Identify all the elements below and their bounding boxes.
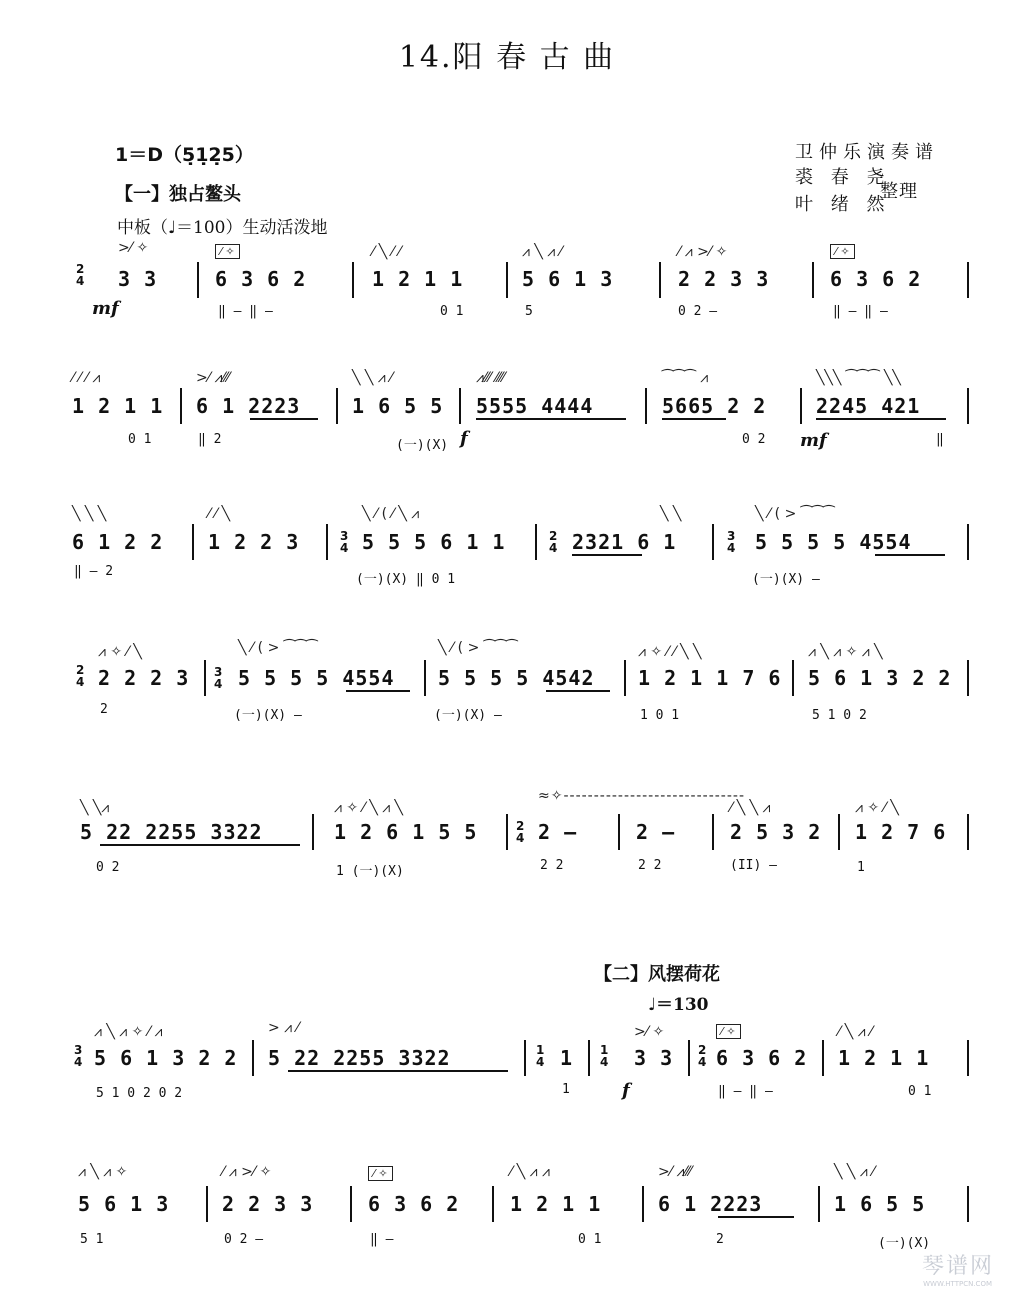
- section-heading-1: 【一】独占鳌头: [115, 184, 241, 205]
- melody-measure: 6 1 2223: [196, 394, 301, 418]
- ornament-mark: > ⩘ ⁄: [268, 1020, 299, 1036]
- editor-2: 叶 绪 然: [795, 194, 891, 215]
- beam-line: [100, 844, 300, 846]
- barline: [659, 262, 661, 298]
- melody-measure: 1 2 6 1 5 5: [334, 820, 478, 844]
- melody-measure: 5 5 5 5 4554: [755, 530, 912, 554]
- melody-measure: 2 2 2 3: [98, 666, 190, 690]
- melody-measure: 1 6 5 5: [352, 394, 444, 418]
- barline: [252, 1040, 254, 1076]
- melody-measure: 2 –: [538, 820, 578, 844]
- ornament-mark: >⁄ ✧: [118, 240, 149, 256]
- bass-measure: (一)(X) ‖ 0 1: [356, 572, 456, 587]
- bass-measure: 0 1: [440, 304, 464, 319]
- bass-measure: 5 1 0 2 0 2: [96, 1086, 183, 1101]
- barline: [618, 814, 620, 850]
- barline: [588, 1040, 590, 1076]
- ornament-mark: >⁄ ⩘⁄⁄⁄: [658, 1164, 692, 1180]
- beam-line: [346, 690, 410, 692]
- watermark-logo: 琴谱网: [921, 1254, 994, 1279]
- barline: [326, 524, 328, 560]
- barline: [350, 1186, 352, 1222]
- ornament-mark: ╲ ╲ ╲: [72, 506, 107, 522]
- time-signature: 2 4: [698, 1043, 707, 1069]
- melody-measure: 5 5 5 5 4554: [238, 666, 395, 690]
- bass-measure: 0 2 –: [224, 1232, 264, 1247]
- ornament-mark: ⁄ ╲ ⩘ ⩘: [510, 1164, 550, 1180]
- bass-measure: ‖ – 2: [74, 564, 114, 579]
- bracket-mark: ⁄ ✧: [215, 244, 240, 259]
- barline: [180, 388, 182, 424]
- melody-measure: 1 2 1 1 7 6: [638, 666, 782, 690]
- bass-measure: 2 2: [540, 858, 564, 873]
- ornament-mark: >⁄ ✧: [634, 1024, 665, 1040]
- score-row-6: [0, 1020, 1014, 1150]
- time-signature: 1 4: [600, 1043, 609, 1069]
- melody-measure: 3 3: [634, 1046, 674, 1070]
- bass-measure: (II) –: [730, 858, 777, 873]
- time-signature: 2 4: [549, 529, 558, 555]
- ornament-mark: ⁄ ╲ ╲ ⩘: [730, 800, 771, 816]
- dynamic-mark: mf: [800, 430, 827, 451]
- time-signature: 3 4: [727, 529, 736, 555]
- bracket-mark: ⁄ ✧: [368, 1166, 393, 1181]
- bracket-mark: ⁄ ✧: [716, 1024, 741, 1039]
- barline: [204, 660, 206, 696]
- melody-measure: 2321 6 1: [572, 530, 677, 554]
- melody-measure: 2 –: [636, 820, 676, 844]
- melody-measure: 5 22 2255 3322: [268, 1046, 451, 1070]
- barline: [352, 262, 354, 298]
- ornament-mark: ⩘ ✧ ⁄ ⁄ ╲ ╲: [638, 644, 702, 660]
- time-signature: 3 4: [74, 1043, 83, 1069]
- melody-measure: 5 22 2255 3322: [80, 820, 263, 844]
- melody-measure: 1 6 5 5: [834, 1192, 926, 1216]
- barline: [812, 262, 814, 298]
- barline: [967, 814, 969, 850]
- ornament-mark: ⩘ ╲ ⩘ ✧ ⩘ ╲: [808, 644, 883, 660]
- melody-measure: 1: [560, 1046, 574, 1070]
- barline: [206, 1186, 208, 1222]
- melody-measure: 2245 421: [816, 394, 921, 418]
- ornament-mark: ╲ ⁄ ( > ⁀⁀⁀: [238, 640, 318, 656]
- tempo-marking-2: ♩＝130: [648, 995, 709, 1015]
- melody-measure: 6 3 6 2: [716, 1046, 808, 1070]
- barline: [424, 660, 426, 696]
- bass-measure: 0 2: [742, 432, 766, 447]
- dynamic-mark: mf: [92, 298, 119, 319]
- bracket-mark: ⁄ ✧: [830, 244, 855, 259]
- melody-measure: 1 2 7 6: [855, 820, 947, 844]
- time-signature: 3 4: [340, 529, 349, 555]
- beam-line: [718, 1216, 794, 1218]
- ornament-mark: ⁄ ⁄ ╲: [208, 506, 231, 522]
- melody-measure: 5665 2 2: [662, 394, 767, 418]
- barline: [642, 1186, 644, 1222]
- melody-measure: 3 3: [118, 267, 158, 291]
- bass-measure: 5: [525, 304, 533, 319]
- melody-measure: 6 1 2 2: [72, 530, 164, 554]
- melody-measure: 1 2 1 1: [838, 1046, 930, 1070]
- barline: [645, 388, 647, 424]
- ornament-mark: ⁄ ⩘ >⁄ ✧: [678, 244, 728, 260]
- ornament-mark: ╲ ╲ ⩘ ⁄: [352, 370, 393, 386]
- trill-line: ≈✧------------------------------: [538, 788, 746, 804]
- melody-measure: 6 3 6 2: [830, 267, 922, 291]
- score-row-2: [0, 370, 1014, 490]
- ornament-mark: ⁀⁀⁀ ⩘: [662, 370, 709, 386]
- barline: [624, 660, 626, 696]
- ornament-mark: ⩘ ✧ ⁄ ╲: [98, 644, 142, 660]
- melody-measure: 5 6 1 3 2 2: [808, 666, 952, 690]
- barline: [967, 1040, 969, 1076]
- barline: [492, 1186, 494, 1222]
- ornament-mark: ╲ ⁄ ( ⁄ ╲ ⩘: [362, 506, 420, 522]
- score-row-4: [0, 640, 1014, 770]
- score-row-1: [0, 240, 1014, 360]
- score-row-5: [0, 788, 1014, 966]
- barline: [312, 814, 314, 850]
- time-signature: 2 4: [516, 819, 525, 845]
- bass-measure: ‖ – ‖ –: [218, 304, 273, 319]
- barline: [792, 660, 794, 696]
- bass-measure: (一)(X) –: [752, 572, 820, 587]
- score-row-3: [0, 506, 1014, 626]
- melody-measure: 1 2 1 1: [372, 267, 464, 291]
- beam-line: [546, 690, 610, 692]
- ornament-mark: ⩘ ✧ ⁄ ╲: [855, 800, 899, 816]
- ornament-mark: ⁄ ╲ ⩘ ⁄: [838, 1024, 873, 1040]
- key-signature: 1＝D（5̣1̣2̣5）: [115, 144, 254, 166]
- melody-measure: 1 2 1 1: [510, 1192, 602, 1216]
- watermark-url: WWW.HTTPCN.COM: [923, 1280, 992, 1288]
- barline: [192, 524, 194, 560]
- bass-measure: 0 1: [908, 1084, 932, 1099]
- time-signature: 1 4: [536, 1043, 545, 1069]
- bass-measure: (一)(X) –: [234, 708, 302, 723]
- barline: [535, 524, 537, 560]
- time-signature: 3 4: [214, 665, 223, 691]
- ornament-mark: ⩘⁄⁄⁄ ⁄⁄⁄⁄: [476, 370, 505, 386]
- bass-measure: 2: [100, 702, 108, 717]
- beam-line: [875, 554, 945, 556]
- edit-label: 整理: [880, 181, 918, 202]
- ornament-mark: ⩘ ✧ ⁄ ╲ ⩘ ╲: [334, 800, 403, 816]
- ornament-mark: ╲ ⁄ ( > ⁀⁀⁀: [438, 640, 518, 656]
- ornament-mark: ╲╲╲ ⁀⁀⁀ ╲╲: [816, 370, 901, 386]
- bass-measure: 0 1: [578, 1232, 602, 1247]
- beam-line: [662, 418, 726, 420]
- melody-measure: 2 5 3 2: [730, 820, 822, 844]
- melody-measure: 1 2 1 1: [72, 394, 164, 418]
- melody-measure: 6 3 6 2: [368, 1192, 460, 1216]
- barline: [197, 262, 199, 298]
- dynamic-mark: f: [460, 428, 468, 449]
- ornament-mark: ⩘ ╲ ⩘ ⁄: [522, 244, 562, 260]
- bass-measure: 0 2: [96, 860, 120, 875]
- barline: [524, 1040, 526, 1076]
- barline: [822, 1040, 824, 1076]
- bass-measure: ‖ – ‖ –: [833, 304, 888, 319]
- bass-measure: ‖: [936, 432, 944, 447]
- barline: [967, 524, 969, 560]
- melody-measure: 6 1 2223: [658, 1192, 763, 1216]
- bass-measure: ‖ – ‖ –: [718, 1084, 773, 1099]
- barline: [336, 388, 338, 424]
- barline: [967, 262, 969, 298]
- melody-measure: 2 2 3 3: [678, 267, 770, 291]
- beam-line: [250, 418, 318, 420]
- bass-measure: 5 1 0 2: [812, 708, 867, 723]
- tempo-marking-1: 中板（♩＝100）生动活泼地: [117, 218, 328, 238]
- time-signature: 2 4: [76, 663, 85, 689]
- bass-measure: 5 1: [80, 1232, 104, 1247]
- performer-credit: 卫仲乐演奏谱: [795, 142, 939, 163]
- bass-measure: 0 1: [128, 432, 152, 447]
- section-heading-2: 【二】风摆荷花: [594, 964, 720, 985]
- bass-measure: 1 (一)(X): [336, 864, 404, 879]
- barline: [688, 1040, 690, 1076]
- bass-measure: 1 0 1: [640, 708, 680, 723]
- barline: [967, 388, 969, 424]
- ornament-mark: ⁄ ⩘ >⁄ ✧: [222, 1164, 272, 1180]
- ornament-mark: ╲ ╲ ⩘ ⁄: [834, 1164, 875, 1180]
- ornament-mark: >⁄ ⩘⁄⁄⁄: [196, 370, 230, 386]
- bass-measure: (一)(X) –: [434, 708, 502, 723]
- barline: [712, 814, 714, 850]
- melody-measure: 5 6 1 3 2 2: [94, 1046, 238, 1070]
- melody-measure: 5555 4444: [476, 394, 594, 418]
- melody-measure: 1 2 2 3: [208, 530, 300, 554]
- bass-measure: ‖ 2: [198, 432, 222, 447]
- melody-measure: 5 5 5 5 4542: [438, 666, 595, 690]
- barline: [838, 814, 840, 850]
- ornament-mark: ⁄ ╲ ⁄ ⁄: [372, 244, 401, 260]
- barline: [459, 388, 461, 424]
- ornament-mark: ╲ ╲⩘: [80, 800, 110, 816]
- barline: [506, 262, 508, 298]
- beam-line: [572, 554, 642, 556]
- page-title: 14.阳 春 古 曲: [398, 40, 616, 75]
- time-signature: 2 4: [76, 262, 85, 288]
- bass-measure: ‖ –: [370, 1232, 394, 1247]
- barline: [712, 524, 714, 560]
- melody-measure: 5 6 1 3: [522, 267, 614, 291]
- barline: [506, 814, 508, 850]
- beam-line: [816, 418, 946, 420]
- bass-measure: 0 2 –: [678, 304, 718, 319]
- ornament-mark: ╲ ⁄ ( > ⁀⁀⁀: [755, 506, 835, 522]
- editor-1: 裘 春 尧: [795, 167, 891, 188]
- bass-measure: 1: [562, 1082, 570, 1097]
- barline: [967, 660, 969, 696]
- ornament-mark: ╲ ╲: [660, 506, 682, 522]
- barline: [818, 1186, 820, 1222]
- melody-measure: 6 3 6 2: [215, 267, 307, 291]
- beam-line: [288, 1070, 508, 1072]
- bass-measure: 1: [857, 860, 865, 875]
- bass-measure: 2 2: [638, 858, 662, 873]
- melody-measure: 5 6 1 3: [78, 1192, 170, 1216]
- ornament-mark: ⁄ ⁄ ⁄ ⩘: [72, 370, 101, 386]
- bass-measure: (一)(X): [396, 438, 449, 453]
- beam-line: [476, 418, 626, 420]
- bass-measure: (一)(X): [878, 1236, 931, 1251]
- ornament-mark: ⩘ ╲ ⩘ ✧ ⁄ ⩘: [94, 1024, 163, 1040]
- score-row-7: [0, 1160, 1014, 1290]
- barline: [967, 1186, 969, 1222]
- bass-measure: 2: [716, 1232, 724, 1247]
- barline: [800, 388, 802, 424]
- dynamic-mark: f: [622, 1080, 630, 1101]
- melody-measure: 5 5 5 6 1 1: [362, 530, 506, 554]
- melody-measure: 2 2 3 3: [222, 1192, 314, 1216]
- ornament-mark: ⩘ ╲ ⩘ ✧: [78, 1164, 128, 1180]
